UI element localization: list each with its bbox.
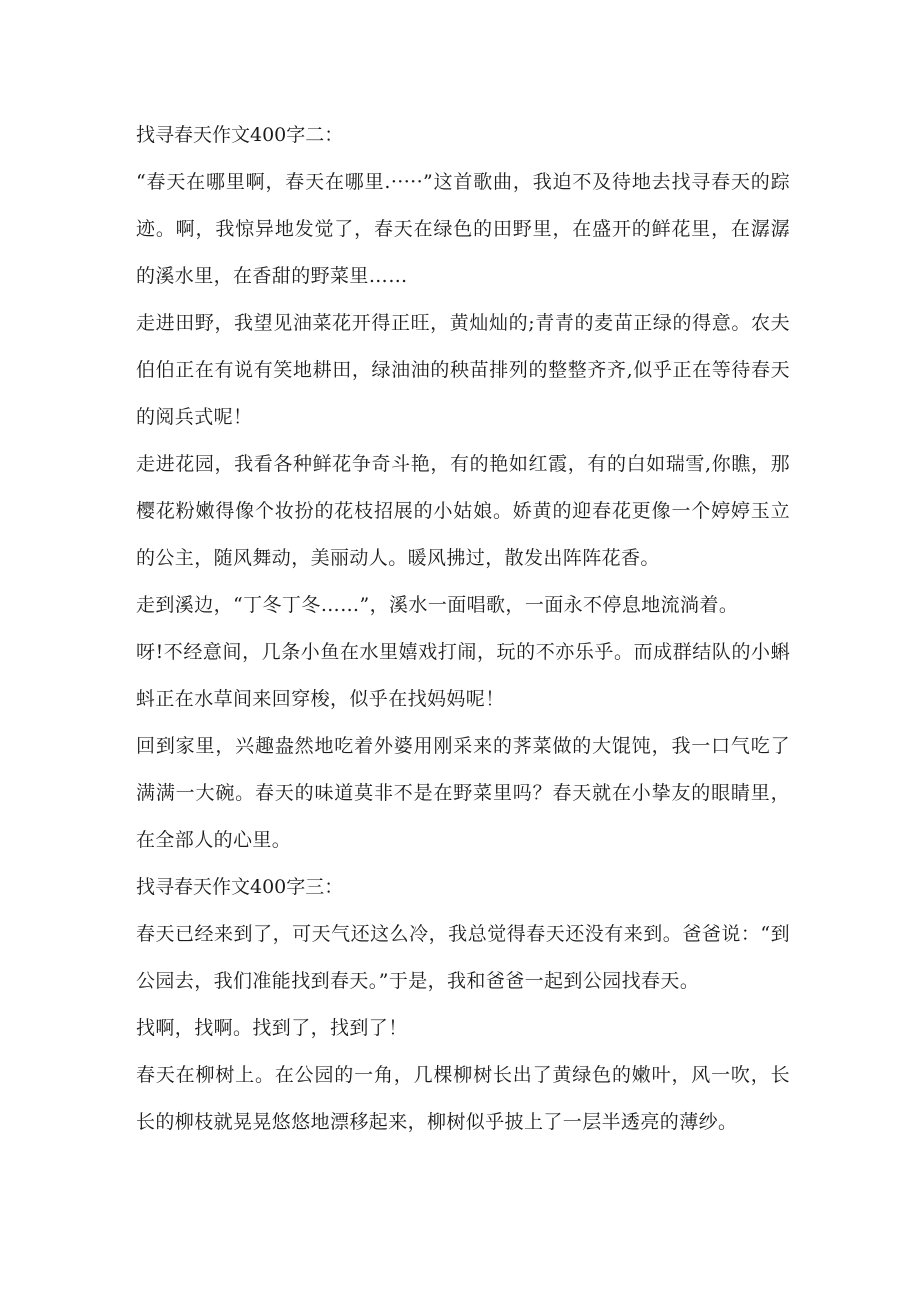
- paragraph: 呀!不经意间，几条小鱼在水里嬉戏打闹，玩的不亦乐乎。而成群结队的小蝌蚪正在水草间来回穿梭，似乎在找妈妈呢！: [136, 641, 790, 710]
- paragraph: 找啊，找啊。找到了，找到了！: [136, 1017, 408, 1039]
- paragraph: 走进田野，我望见油菜花开得正旺，黄灿灿的;青青的麦苗正绿的得意。农夫伯伯正在有说有笑地耕田，绿油油的秧苗排列的整整齐齐,似乎正在等待春天的阅兵式呢！: [136, 312, 790, 428]
- paragraph: “春天在哪里啊，春天在哪里.·····”这首歌曲，我迫不及待地去找寻春天的踪迹。啊，我惊异地发觉了，春天在绿色的田野里，在盛开的鲜花里，在潺潺的溪水里，在香甜的野菜里……: [136, 171, 790, 287]
- paragraph: 回到家里，兴趣盎然地吃着外婆用刚采来的荠菜做的大馄饨，我一口气吃了满满一大碗。春天的味道莫非不是在野菜里吗？春天就在小挚友的眼睛里，在全部人的心里。: [136, 735, 790, 851]
- paragraph: 走到溪边，“丁冬丁冬……”，溪水一面唱歌，一面永不停息地流淌着。: [136, 594, 739, 616]
- section-heading: 找寻春天作文400字二：: [136, 124, 344, 146]
- paragraph: 春天已经来到了，可天气还这么冷，我总觉得春天还没有来到。爸爸说：“到公园去，我们准能找到春天。”于是，我和爸爸一起到公园找春天。: [136, 923, 790, 992]
- paragraph: 春天在柳树上。在公园的一角，几棵柳树长出了黄绿色的嫩叶，风一吹，长长的柳枝就晃晃悠悠地漂移起来，柳树似乎披上了一层半透亮的薄纱。: [136, 1064, 790, 1133]
- paragraph: 走进花园，我看各种鲜花争奇斗艳，有的艳如红霞，有的白如瑞雪,你瞧，那樱花粉嫩得像个妆扮的花枝招展的小姑娘。娇黄的迎春花更像一个婷婷玉立的公主，随风舞动，美丽动人。暖风拂过，散发出阵阵花香。: [136, 453, 790, 569]
- document-body: [136, 112, 790, 1146]
- section-heading: 找寻春天作文400字三：: [136, 876, 344, 898]
